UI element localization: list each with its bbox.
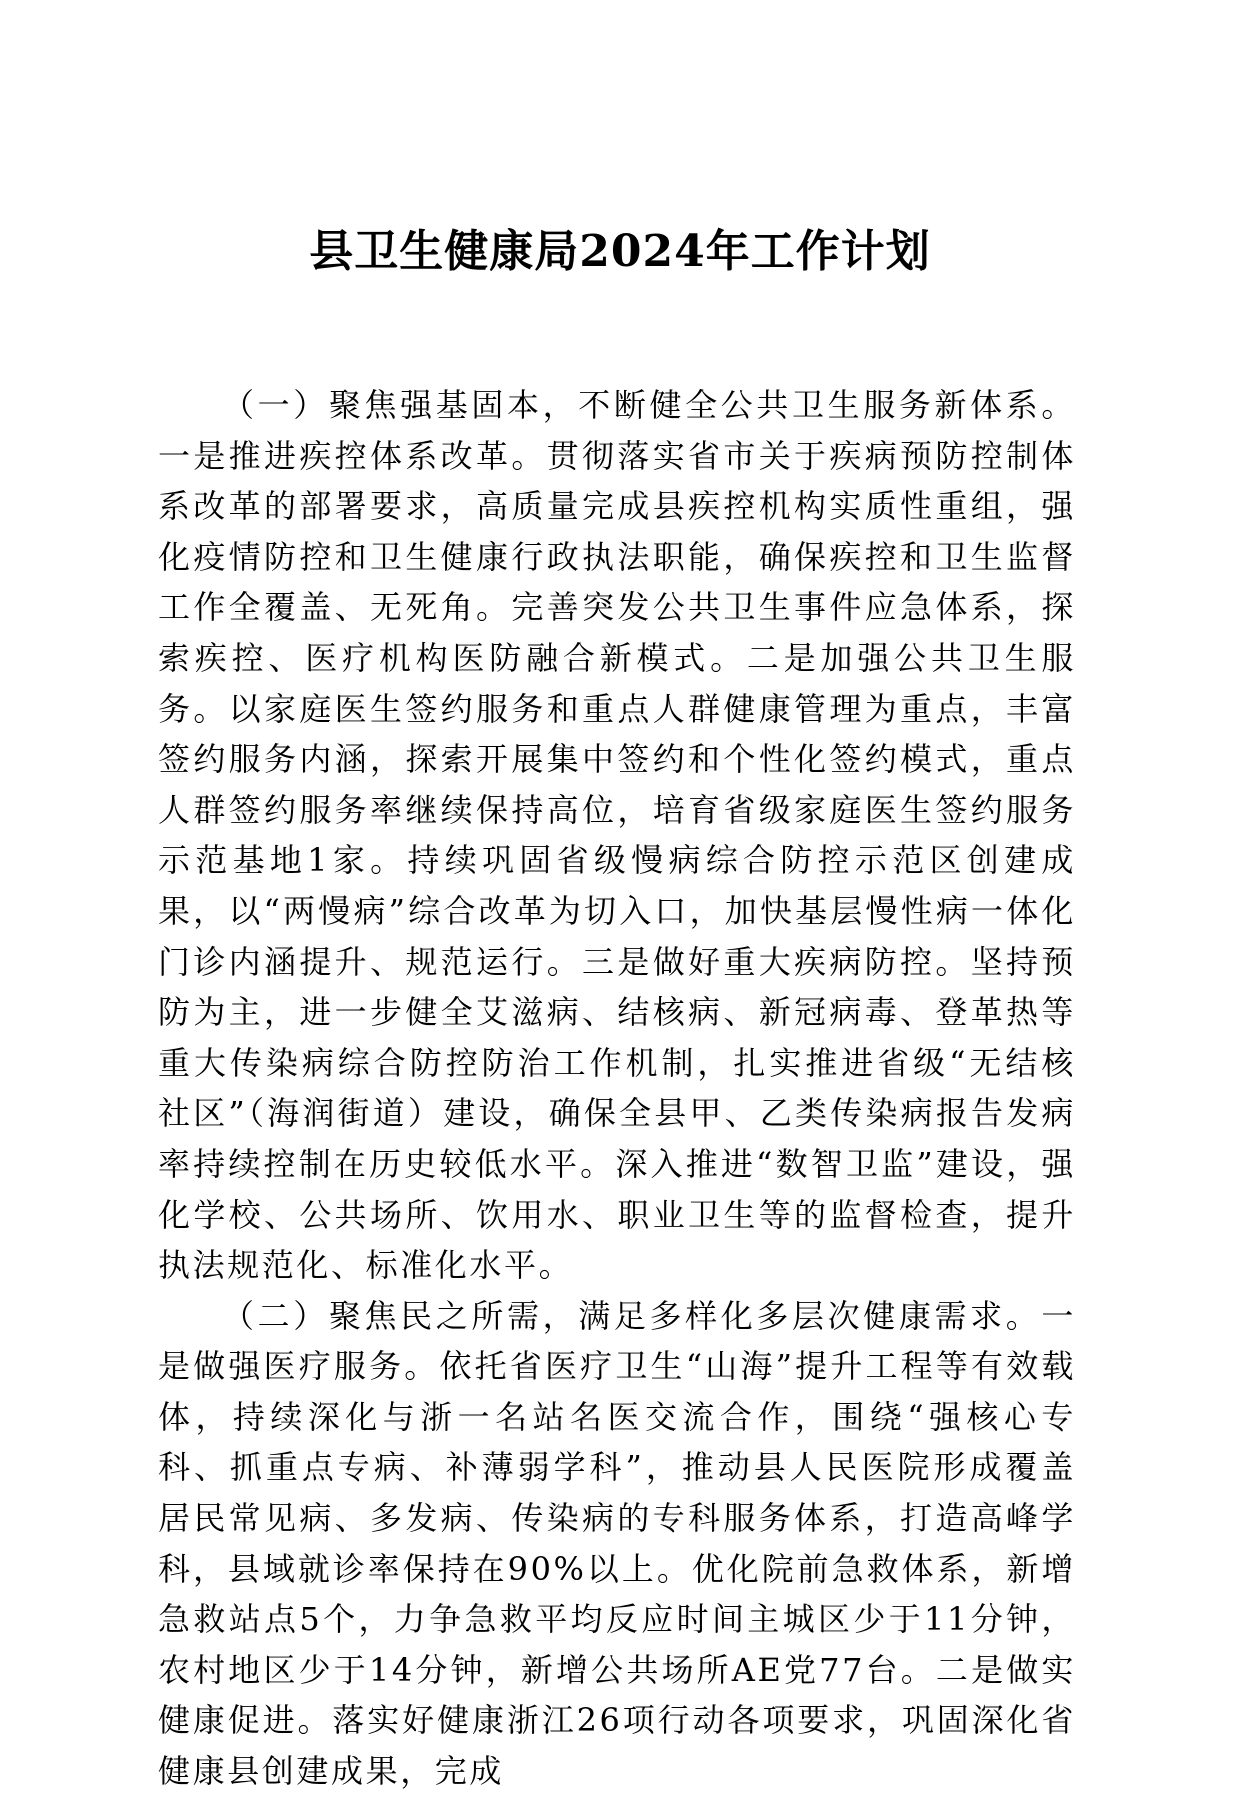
document-body (158, 380, 1076, 1797)
paragraph-1: （一）聚焦强基固本，不断健全公共卫生服务新体系。一是推进疾控体系改革。贯彻落实省市关于疾病预防控制体系改革的部署要求，高质量完成县疾控机构实质性重组，强化疫情防控和卫生健康行政执法职能，确保疾控和卫生监督工作全覆盖、无死角。完善突发公共卫生事件应急体系，探索疾控、医疗机构医防融合新模式。二是加强公共卫生服务。以家庭医生签约服务和重点人群健康管理为重点，丰富签约服务内涵，探索开展集中签约和个性化签约模式，重点人群签约服务率继续保持高位，培育省级家庭医生签约服务示范基地1家。持续巩固省级慢病综合防控示范区创建成果，以“两慢病”综合改革为切入口，加快基层慢性病一体化门诊内涵提升、规范运行。三是做好重大疾病防控。坚持预防为主，进一步健全艾滋病、结核病、新冠病毒、登革热等重大传染病综合防控防治工作机制，扎实推进省级“无结核社区”（海润街道）建设，确保全县甲、乙类传染病报告发病率持续控制在历史较低水平。深入推进“数智卫监”建设，强化学校、公共场所、饮用水、职业卫生等的监督检查，提升执法规范化、标准化水平。 (158, 386, 1076, 1285)
document-title: 县卫生健康局2024年工作计划 (309, 226, 931, 277)
paragraph-2: （二）聚焦民之所需，满足多样化多层次健康需求。一是做强医疗服务。依托省医疗卫生“山海”提升工程等有效载体，持续深化与浙一名站名医交流合作，围绕“强核心专科、抓重点专病、补薄弱学科”，推动县人民医院形成覆盖居民常见病、多发病、传染病的专科服务体系，打造高峰学科，县域就诊率保持在90%以上。优化院前急救体系，新增急救站点5个，力争急救平均反应时间主城区少于11分钟，农村地区少于14分钟，新增公共场所AE党77台。二是做实健康促进。落实好健康浙江26项行动各项要求，巩固深化省健康县创建成果，完成 (158, 1296, 1076, 1791)
